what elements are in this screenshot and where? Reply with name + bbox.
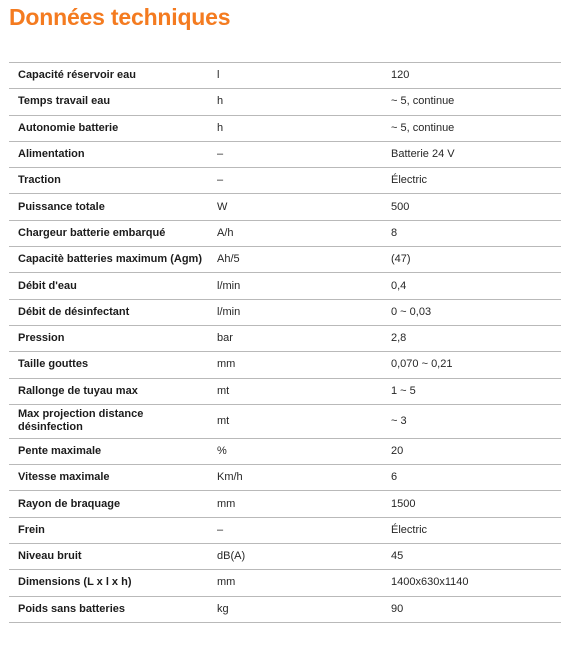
table-row bbox=[9, 273, 561, 299]
spec-unit: bar bbox=[217, 332, 233, 345]
table-row bbox=[9, 247, 561, 273]
spec-name: Rallonge de tuyau max bbox=[18, 384, 138, 397]
table-row bbox=[9, 221, 561, 247]
spec-unit: % bbox=[217, 445, 227, 457]
spec-name: Vitesse maximale bbox=[18, 471, 110, 484]
table-row bbox=[9, 518, 561, 544]
spec-unit: l bbox=[217, 69, 220, 82]
spec-name: Autonomie batterie bbox=[18, 121, 119, 134]
spec-value: 90 bbox=[391, 602, 404, 615]
table-row bbox=[9, 116, 561, 142]
table-row bbox=[9, 194, 561, 220]
spec-unit: – bbox=[217, 523, 224, 536]
table-row bbox=[9, 405, 561, 439]
spec-name: Puissance totale bbox=[18, 200, 105, 213]
spec-name: Traction bbox=[18, 174, 61, 187]
table-row bbox=[9, 168, 561, 194]
table-row bbox=[9, 352, 561, 378]
spec-name: Taille gouttes bbox=[18, 358, 89, 371]
spec-value: 0,4 bbox=[391, 279, 407, 292]
spec-name: Niveau bruit bbox=[18, 550, 82, 563]
page-title: Données techniques bbox=[9, 4, 231, 30]
spec-value: 1400x630x1140 bbox=[391, 576, 469, 589]
table-row bbox=[9, 379, 561, 405]
spec-name: Capacitè batteries maximum (Agm) bbox=[18, 253, 202, 266]
spec-value: Électric bbox=[391, 523, 428, 536]
spec-name: Max projection distance désinfection bbox=[18, 408, 144, 434]
spec-unit: l/min bbox=[217, 305, 241, 318]
spec-name: Capacité réservoir eau bbox=[18, 69, 137, 82]
spec-name: Frein bbox=[18, 523, 45, 536]
spec-unit: kg bbox=[217, 602, 229, 615]
spec-name: Poids sans batteries bbox=[18, 602, 125, 615]
table-row bbox=[9, 300, 561, 326]
spec-name: Pression bbox=[18, 332, 65, 345]
spec-unit: Km/h bbox=[217, 471, 243, 484]
spec-unit: W bbox=[217, 200, 228, 213]
spec-value: 120 bbox=[391, 69, 410, 82]
specs-table bbox=[9, 62, 561, 623]
spec-unit: – bbox=[217, 148, 224, 161]
spec-name: Débit de désinfectant bbox=[18, 305, 130, 318]
spec-value: 500 bbox=[391, 200, 410, 213]
table-row bbox=[9, 570, 561, 596]
spec-unit: h bbox=[217, 121, 224, 134]
spec-unit: mt bbox=[217, 414, 230, 427]
table-row bbox=[9, 597, 561, 623]
spec-name: Temps travail eau bbox=[18, 95, 111, 108]
spec-value: 8 bbox=[391, 226, 398, 239]
spec-unit: l/min bbox=[217, 279, 241, 292]
spec-name: Alimentation bbox=[18, 148, 85, 161]
spec-unit: h bbox=[217, 95, 224, 108]
spec-name: Chargeur batterie embarqué bbox=[18, 226, 166, 239]
spec-value: 0,070 ~ 0,21 bbox=[391, 358, 453, 371]
spec-value: 6 bbox=[391, 471, 398, 484]
table-row bbox=[9, 89, 561, 115]
spec-value: 20 bbox=[391, 445, 404, 457]
spec-unit: mm bbox=[217, 497, 236, 510]
spec-value: 2,8 bbox=[391, 332, 407, 345]
table-row bbox=[9, 326, 561, 352]
spec-value: ~ 5, continue bbox=[391, 95, 455, 108]
spec-unit: A/h bbox=[217, 226, 234, 239]
spec-name: Rayon de braquage bbox=[18, 497, 121, 510]
spec-unit: – bbox=[217, 174, 224, 187]
spec-unit: dB(A) bbox=[217, 550, 246, 563]
spec-value: 1 ~ 5 bbox=[391, 384, 416, 397]
spec-value: Électric bbox=[391, 174, 428, 187]
spec-value: ~ 5, continue bbox=[391, 121, 455, 134]
spec-value: ~ 3 bbox=[391, 414, 407, 427]
spec-value: 1500 bbox=[391, 497, 416, 510]
table-row bbox=[9, 465, 561, 491]
spec-name: Débit d'eau bbox=[18, 279, 77, 292]
table-row bbox=[9, 491, 561, 517]
table-row bbox=[9, 63, 561, 89]
spec-unit: mm bbox=[217, 576, 236, 589]
spec-unit: mm bbox=[217, 358, 236, 371]
table-row bbox=[9, 439, 561, 465]
spec-value: Batterie 24 V bbox=[391, 148, 455, 161]
spec-name: Pente maximale bbox=[18, 445, 102, 457]
spec-unit: mt bbox=[217, 384, 230, 397]
spec-unit: Ah/5 bbox=[217, 253, 240, 266]
spec-value: (47) bbox=[391, 253, 411, 266]
table-row bbox=[9, 142, 561, 168]
table-row bbox=[9, 544, 561, 570]
spec-name: Dimensions (L x l x h) bbox=[18, 576, 132, 589]
spec-value: 45 bbox=[391, 550, 404, 563]
spec-value: 0 ~ 0,03 bbox=[391, 305, 432, 318]
